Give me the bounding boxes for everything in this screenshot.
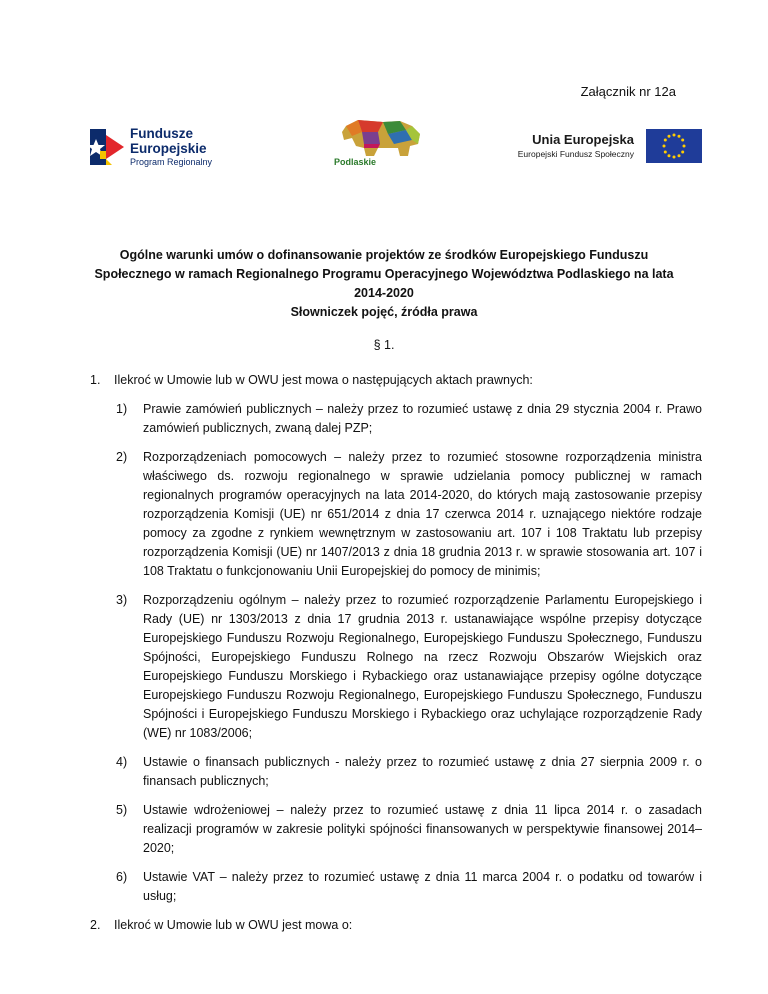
sub-item-number: 3) bbox=[116, 593, 128, 607]
sub-item-number: 4) bbox=[116, 755, 128, 769]
sub-list-item bbox=[90, 448, 702, 581]
eu-flag-icon bbox=[646, 129, 702, 163]
list-item bbox=[90, 371, 702, 390]
list-item-number: 2. bbox=[90, 918, 101, 932]
fe-star-icon bbox=[90, 125, 124, 165]
annex-label: Załącznik nr 12a bbox=[580, 84, 676, 99]
sub-item-text: Prawie zamówień publicznych – należy przez to rozumieć ustawę z dnia 29 stycznia 2004 r. Prawo zamówień publicznych, zwaną dalej PZP; bbox=[143, 402, 702, 435]
list-item-text: Ilekroć w Umowie lub w OWU jest mowa o: bbox=[114, 918, 353, 932]
list-item bbox=[90, 916, 702, 935]
title-line2: Społecznego w ramach Regionalnego Programu Operacyjnego Województwa Podlaskiego na lata bbox=[94, 267, 674, 281]
sub-item-text: Rozporządzeniach pomocowych – należy przez to rozumieć stosowne rozporządzenia ministra właściwego ds. rozwoju regionalnego w sprawie udzielania pomocy publicznej w ramach regionalnych programów operacyjnych na lata 2014-2020, do których mają zastosowanie przepisy rozporządzenia Komisji (UE) nr 651/2014 z dnia 17 czerwca 2014 r. uznającego niektóre rodzaje pomocy za zgodne z rynkiem wewnętrznym w zastosowaniu art. 107 i 108 Traktatu lub przepisy rozporządzenia Komisji (UE) nr 1407/2013 z dnia 18 grudnia 2013 r. w sprawie stosowania art. 107 i 108 Traktatu o funkcjonowaniu Unii Europejskiej do pomocy de minimis; bbox=[143, 450, 702, 578]
title-line4: Słowniczek pojęć, źródła prawa bbox=[290, 305, 478, 319]
sub-item-text: Ustawie wdrożeniowej – należy przez to rozumieć ustawę z dnia 11 lipca 2014 r. o zasadach realizacji programów w zakresie polityki spójności finansowanych w perspektywie finansowej 2014–2020; bbox=[143, 803, 702, 855]
sub-item-number: 1) bbox=[116, 402, 128, 416]
fe-line1: Fundusze bbox=[130, 126, 193, 141]
document-body bbox=[90, 371, 702, 945]
bison-icon bbox=[328, 118, 428, 158]
sub-item-text: Rozporządzeniu ogólnym – należy przez to rozumieć rozporządzenie Parlamentu Europejskiego i Rady (UE) nr 1303/2013 z dnia 17 grudnia 2013 r. ustanawiające wspólne przepisy dotyczące Europejskiego Funduszu Rozwoju Regionalnego, Europejskiego Funduszu Społecznego, Funduszu Spójności, Europejskiego Funduszu Rolnego na rzecz Rozwoju Obszarów Wiejskich oraz Europejskiego Funduszu Morskiego i Rybackiego oraz ustanawiające przepisy ogólne dotyczące Europejskiego Funduszu Rozwoju Regionalnego, Europejskiego Funduszu Społecznego, Funduszu Spójności i Europejskiego Funduszu Morskiego i Rybackiego oraz uchylające rozporządzenie Rady (WE) nr 1083/2006; bbox=[143, 593, 702, 740]
sub-item-number: 5) bbox=[116, 803, 128, 817]
eu-line1: Unia Europejska bbox=[532, 132, 634, 147]
sub-item-text: Ustawie VAT – należy przez to rozumieć ustawę z dnia 11 marca 2004 r. o podatku od towarów i usług; bbox=[143, 870, 702, 903]
paragraph-number: § 1. bbox=[373, 338, 395, 352]
fe-line2: Europejskie bbox=[130, 140, 207, 156]
fe-line3: Program Regionalny bbox=[130, 157, 213, 167]
sub-item-number: 2) bbox=[116, 450, 128, 464]
sub-list-item bbox=[90, 868, 702, 906]
sub-list-item bbox=[90, 400, 702, 438]
fundusze-europejskie-logo bbox=[90, 125, 240, 165]
list-item-number: 1. bbox=[90, 373, 101, 387]
eu-line2: Europejski Fundusz Społeczny bbox=[517, 149, 634, 159]
sub-list-item bbox=[90, 753, 702, 791]
sub-list-item bbox=[90, 591, 702, 743]
sub-item-text: Ustawie o finansach publicznych - należy przez to rozumieć ustawę z dnia 27 sierpnia 2009 r. o finansach publicznych; bbox=[143, 755, 702, 788]
podlaskie-label: Podlaskie bbox=[334, 157, 377, 167]
title-line1: Ogólne warunki umów o dofinansowanie projektów ze środków Europejskiego Funduszu bbox=[119, 248, 649, 262]
podlaskie-logo bbox=[328, 118, 428, 168]
document-title bbox=[80, 246, 688, 322]
unia-europejska-logo bbox=[510, 129, 702, 163]
title-line3: 2014-2020 bbox=[354, 286, 414, 300]
sub-list-item bbox=[90, 801, 702, 858]
list-item-text: Ilekroć w Umowie lub w OWU jest mowa o następujących aktach prawnych: bbox=[114, 373, 533, 387]
sub-item-number: 6) bbox=[116, 870, 128, 884]
